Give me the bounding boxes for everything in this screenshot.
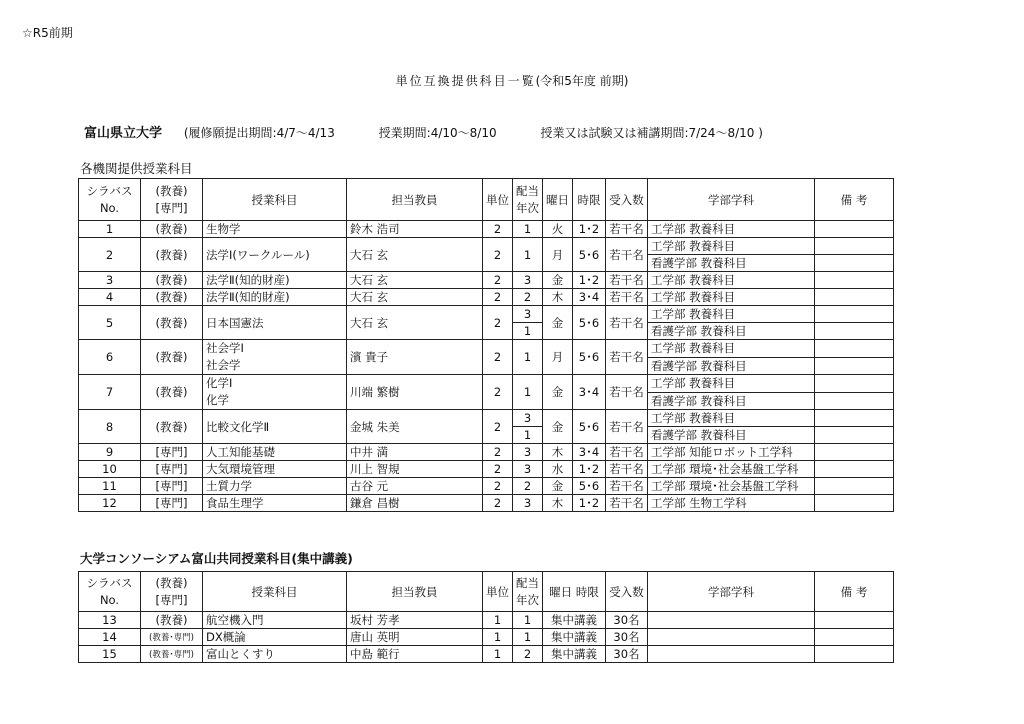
instructor-cell: 川端 繁樹 xyxy=(347,375,483,410)
instructor-cell: 唐山 英明 xyxy=(347,629,483,646)
subject-cell: 日本国憲法 xyxy=(203,306,347,340)
department-cell: 工学部 教養科目 xyxy=(648,272,815,289)
syllabus-no: 4 xyxy=(79,289,141,306)
category-cell: (教養) xyxy=(141,340,203,375)
department-cell: 工学部 教養科目 xyxy=(648,289,815,306)
syllabus-no: 3 xyxy=(79,272,141,289)
subject-cell-line: 化学 xyxy=(206,393,229,407)
header-department: 学部学科 xyxy=(648,572,815,612)
credits-cell: 2 xyxy=(483,495,513,512)
period-cell: 1･2 xyxy=(573,221,606,238)
table-row xyxy=(79,478,894,495)
department-cell: 工学部 生物工学科 xyxy=(648,495,815,512)
capacity-cell: 若干名 xyxy=(606,289,648,306)
period-cell: 3･4 xyxy=(573,444,606,461)
notes-cell xyxy=(815,629,894,646)
instructor-cell: 金城 朱美 xyxy=(347,410,483,444)
table-row xyxy=(79,238,894,255)
department-cell: 看護学部 教養科目 xyxy=(648,392,815,410)
department-cell: 看護学部 教養科目 xyxy=(648,323,815,340)
period-cell: 5･6 xyxy=(573,410,606,444)
credits-cell: 2 xyxy=(483,306,513,340)
period-cell: 5･6 xyxy=(573,306,606,340)
day-cell: 木 xyxy=(543,289,573,306)
day-cell: 金 xyxy=(543,306,573,340)
title-main: 単位互換提供科目一覧 xyxy=(395,74,536,88)
department-cell: 工学部 環境･社会基盤工学科 xyxy=(648,478,815,495)
department-cell: 工学部 教養科目 xyxy=(648,306,815,323)
syllabus-no: 15 xyxy=(79,646,141,663)
period-cell: 1･2 xyxy=(573,461,606,478)
instructor-cell: 大石 玄 xyxy=(347,306,483,340)
capacity-cell: 若干名 xyxy=(606,340,648,375)
day-cell: 月 xyxy=(543,340,573,375)
day-cell: 金 xyxy=(543,375,573,410)
instructor-cell: 古谷 元 xyxy=(347,478,483,495)
subject-cell xyxy=(203,340,347,375)
exam-period: 授業又は試験又は補講期間:7/24〜8/10 ) xyxy=(540,126,763,140)
subject-cell-line: 化学Ⅰ xyxy=(206,376,233,390)
capacity-cell: 若干名 xyxy=(606,444,648,461)
capacity-cell: 若干名 xyxy=(606,410,648,444)
table1-header-row xyxy=(79,179,894,221)
category-cell: (教養) xyxy=(141,289,203,306)
day-cell: 木 xyxy=(543,495,573,512)
subject-cell: 法学Ⅰ(ワークルール) xyxy=(203,238,347,272)
table-row xyxy=(79,272,894,289)
header-subject: 授業科目 xyxy=(203,179,347,221)
subject-cell: 食品生理学 xyxy=(203,495,347,512)
credits-cell: 2 xyxy=(483,340,513,375)
notes-cell xyxy=(815,306,894,323)
header-credits: 単位 xyxy=(483,572,513,612)
header-credits: 単位 xyxy=(483,179,513,221)
credits-cell: 2 xyxy=(483,221,513,238)
instructor-cell: 坂村 芳孝 xyxy=(347,612,483,629)
category-cell: (教養) xyxy=(141,410,203,444)
credits-cell: 2 xyxy=(483,375,513,410)
title-sub: (令和5年度 前期) xyxy=(535,74,629,88)
header-instructor: 担当教員 xyxy=(347,572,483,612)
category-cell: (教養) xyxy=(141,306,203,340)
category-cell: (教養) xyxy=(141,375,203,410)
section2-title: 大学コンソーシアム富山共同授業科目(集中講義) xyxy=(80,551,353,566)
subject-cell: 生物学 xyxy=(203,221,347,238)
subject-cell: DX概論 xyxy=(203,629,347,646)
category-cell: (教養･専門) xyxy=(141,629,203,646)
table-row xyxy=(79,289,894,306)
table-row xyxy=(79,461,894,478)
notes-cell xyxy=(815,221,894,238)
year-cell: 3 xyxy=(513,306,543,323)
year-cell: 2 xyxy=(513,289,543,306)
syllabus-no: 8 xyxy=(79,410,141,444)
credits-cell: 2 xyxy=(483,410,513,444)
university-name: 富山県立大学 xyxy=(84,126,163,141)
header-year: 配当 年次 xyxy=(513,572,543,612)
table-row xyxy=(79,340,894,358)
capacity-cell: 若干名 xyxy=(606,238,648,272)
notes-cell xyxy=(815,427,894,444)
subject-cell xyxy=(203,375,347,410)
period-cell: 5･6 xyxy=(573,238,606,272)
year-cell: 2 xyxy=(513,478,543,495)
header-notes: 備 考 xyxy=(815,179,894,221)
department-cell: 工学部 教養科目 xyxy=(648,410,815,427)
period-cell: 5･6 xyxy=(573,478,606,495)
department-cell: 工学部 教養科目 xyxy=(648,340,815,358)
notes-cell xyxy=(815,375,894,393)
department-cell: 看護学部 教養科目 xyxy=(648,255,815,272)
day-cell: 金 xyxy=(543,478,573,495)
credits-cell: 2 xyxy=(483,238,513,272)
instructor-cell: 中島 範行 xyxy=(347,646,483,663)
category-cell: (教養) xyxy=(141,221,203,238)
instructor-cell: 大石 玄 xyxy=(347,289,483,306)
subject-cell: 土質力学 xyxy=(203,478,347,495)
subject-cell-line: 社会学 xyxy=(206,358,241,372)
instructor-cell: 大石 玄 xyxy=(347,238,483,272)
period-cell: 3･4 xyxy=(573,375,606,410)
capacity-cell: 30名 xyxy=(606,629,648,646)
category-cell: (教養) xyxy=(141,272,203,289)
notes-cell xyxy=(815,357,894,375)
year-cell: 1 xyxy=(513,323,543,340)
day-cell: 月 xyxy=(543,238,573,272)
year-cell: 3 xyxy=(513,410,543,427)
notes-cell xyxy=(815,410,894,427)
year-cell: 1 xyxy=(513,238,543,272)
period-cell: 1･2 xyxy=(573,272,606,289)
year-cell: 3 xyxy=(513,461,543,478)
capacity-cell: 若干名 xyxy=(606,306,648,340)
day-cell: 木 xyxy=(543,444,573,461)
table2-header-row xyxy=(79,572,894,612)
instructor-cell: 川上 智規 xyxy=(347,461,483,478)
subject-cell: 大気環境管理 xyxy=(203,461,347,478)
instructor-cell: 中井 満 xyxy=(347,444,483,461)
period-cell: 1･2 xyxy=(573,495,606,512)
credits-cell: 1 xyxy=(483,629,513,646)
syllabus-no: 11 xyxy=(79,478,141,495)
institution-line xyxy=(84,122,763,141)
department-cell xyxy=(648,612,815,629)
header-syllabus: シラバス No. xyxy=(79,572,141,612)
syllabus-no: 7 xyxy=(79,375,141,410)
subject-cell: 人工知能基礎 xyxy=(203,444,347,461)
header-year: 配当 年次 xyxy=(513,179,543,221)
notes-cell xyxy=(815,238,894,255)
notes-cell xyxy=(815,612,894,629)
syllabus-no: 14 xyxy=(79,629,141,646)
department-cell: 看護学部 教養科目 xyxy=(648,357,815,375)
day-cell: 金 xyxy=(543,410,573,444)
capacity-cell: 若干名 xyxy=(606,461,648,478)
header-subject: 授業科目 xyxy=(203,572,347,612)
category-cell: [専門] xyxy=(141,461,203,478)
day-cell: 火 xyxy=(543,221,573,238)
year-cell: 1 xyxy=(513,340,543,375)
table-row xyxy=(79,306,894,323)
subject-cell-line: 社会学Ⅰ xyxy=(206,341,244,355)
year-cell: 1 xyxy=(513,221,543,238)
department-cell: 看護学部 教養科目 xyxy=(648,427,815,444)
header-period: 時限 xyxy=(573,179,606,221)
year-cell: 1 xyxy=(513,629,543,646)
syllabus-no: 6 xyxy=(79,340,141,375)
department-cell: 工学部 教養科目 xyxy=(648,221,815,238)
credits-cell: 2 xyxy=(483,272,513,289)
courses-table xyxy=(78,178,894,512)
notes-cell xyxy=(815,340,894,358)
year-cell: 1 xyxy=(513,612,543,629)
subject-cell: 法学Ⅱ(知的財産) xyxy=(203,272,347,289)
header-day: 曜日 xyxy=(543,179,573,221)
department-cell: 工学部 知能ロボット工学科 xyxy=(648,444,815,461)
page-title xyxy=(0,72,1024,89)
year-cell: 2 xyxy=(513,646,543,663)
year-cell: 1 xyxy=(513,427,543,444)
table-row xyxy=(79,221,894,238)
header-capacity: 受入数 xyxy=(606,179,648,221)
subject-cell: 比較文化学Ⅱ xyxy=(203,410,347,444)
header-capacity: 受入数 xyxy=(606,572,648,612)
header-notes: 備 考 xyxy=(815,572,894,612)
credits-cell: 2 xyxy=(483,444,513,461)
table-row xyxy=(79,646,894,663)
syllabus-no: 10 xyxy=(79,461,141,478)
day-cell: 集中講義 xyxy=(543,629,606,646)
syllabus-no: 9 xyxy=(79,444,141,461)
header-department: 学部学科 xyxy=(648,179,815,221)
credits-cell: 2 xyxy=(483,289,513,306)
syllabus-no: 2 xyxy=(79,238,141,272)
notes-cell xyxy=(815,646,894,663)
day-cell: 集中講義 xyxy=(543,612,606,629)
notes-cell xyxy=(815,323,894,340)
syllabus-no: 1 xyxy=(79,221,141,238)
table-row xyxy=(79,612,894,629)
day-cell: 集中講義 xyxy=(543,646,606,663)
header-category: (教養) [専門] xyxy=(141,572,203,612)
department-cell xyxy=(648,629,815,646)
period-cell: 3･4 xyxy=(573,289,606,306)
year-cell: 3 xyxy=(513,495,543,512)
credits-cell: 1 xyxy=(483,612,513,629)
category-cell: [専門] xyxy=(141,478,203,495)
subject-cell: 航空機入門 xyxy=(203,612,347,629)
capacity-cell: 若干名 xyxy=(606,221,648,238)
department-cell xyxy=(648,646,815,663)
subject-cell: 法学Ⅱ(知的財産) xyxy=(203,289,347,306)
day-cell: 金 xyxy=(543,272,573,289)
application-period: (履修願提出期間:4/7〜4/13 xyxy=(183,126,335,140)
instructor-cell: 鎌倉 昌樹 xyxy=(347,495,483,512)
department-cell: 工学部 環境･社会基盤工学科 xyxy=(648,461,815,478)
year-cell: 3 xyxy=(513,272,543,289)
notes-cell xyxy=(815,444,894,461)
capacity-cell: 若干名 xyxy=(606,478,648,495)
category-cell: [専門] xyxy=(141,495,203,512)
header-instructor: 担当教員 xyxy=(347,179,483,221)
table-row xyxy=(79,629,894,646)
syllabus-no: 12 xyxy=(79,495,141,512)
category-cell: [専門] xyxy=(141,444,203,461)
notes-cell xyxy=(815,255,894,272)
notes-cell xyxy=(815,461,894,478)
capacity-cell: 若干名 xyxy=(606,272,648,289)
year-cell: 1 xyxy=(513,375,543,410)
department-cell: 工学部 教養科目 xyxy=(648,375,815,393)
category-cell: (教養) xyxy=(141,612,203,629)
notes-cell xyxy=(815,272,894,289)
credits-cell: 2 xyxy=(483,478,513,495)
class-period: 授業期間:4/10〜8/10 xyxy=(378,126,497,140)
year-cell: 3 xyxy=(513,444,543,461)
notes-cell xyxy=(815,478,894,495)
instructor-cell: 大石 玄 xyxy=(347,272,483,289)
corner-note: ☆R5前期 xyxy=(22,26,73,40)
capacity-cell: 30名 xyxy=(606,646,648,663)
table-row xyxy=(79,495,894,512)
section1-title: 各機関提供授業科目 xyxy=(80,161,193,176)
department-cell: 工学部 教養科目 xyxy=(648,238,815,255)
table-row xyxy=(79,444,894,461)
instructor-cell: 濱 貴子 xyxy=(347,340,483,375)
header-day-period: 曜日 時限 xyxy=(543,572,606,612)
notes-cell xyxy=(815,495,894,512)
capacity-cell: 若干名 xyxy=(606,375,648,410)
instructor-cell: 鈴木 浩司 xyxy=(347,221,483,238)
day-cell: 水 xyxy=(543,461,573,478)
subject-cell: 富山とくすり xyxy=(203,646,347,663)
capacity-cell: 30名 xyxy=(606,612,648,629)
syllabus-no: 13 xyxy=(79,612,141,629)
header-category: (教養) [専門] xyxy=(141,179,203,221)
table-row xyxy=(79,375,894,393)
header-syllabus: シラバス No. xyxy=(79,179,141,221)
credits-cell: 1 xyxy=(483,646,513,663)
notes-cell xyxy=(815,289,894,306)
consortium-table xyxy=(78,571,894,663)
category-cell: (教養･専門) xyxy=(141,646,203,663)
category-cell: (教養) xyxy=(141,238,203,272)
notes-cell xyxy=(815,392,894,410)
capacity-cell: 若干名 xyxy=(606,495,648,512)
period-cell: 5･6 xyxy=(573,340,606,375)
credits-cell: 2 xyxy=(483,461,513,478)
table-row xyxy=(79,410,894,427)
syllabus-no: 5 xyxy=(79,306,141,340)
